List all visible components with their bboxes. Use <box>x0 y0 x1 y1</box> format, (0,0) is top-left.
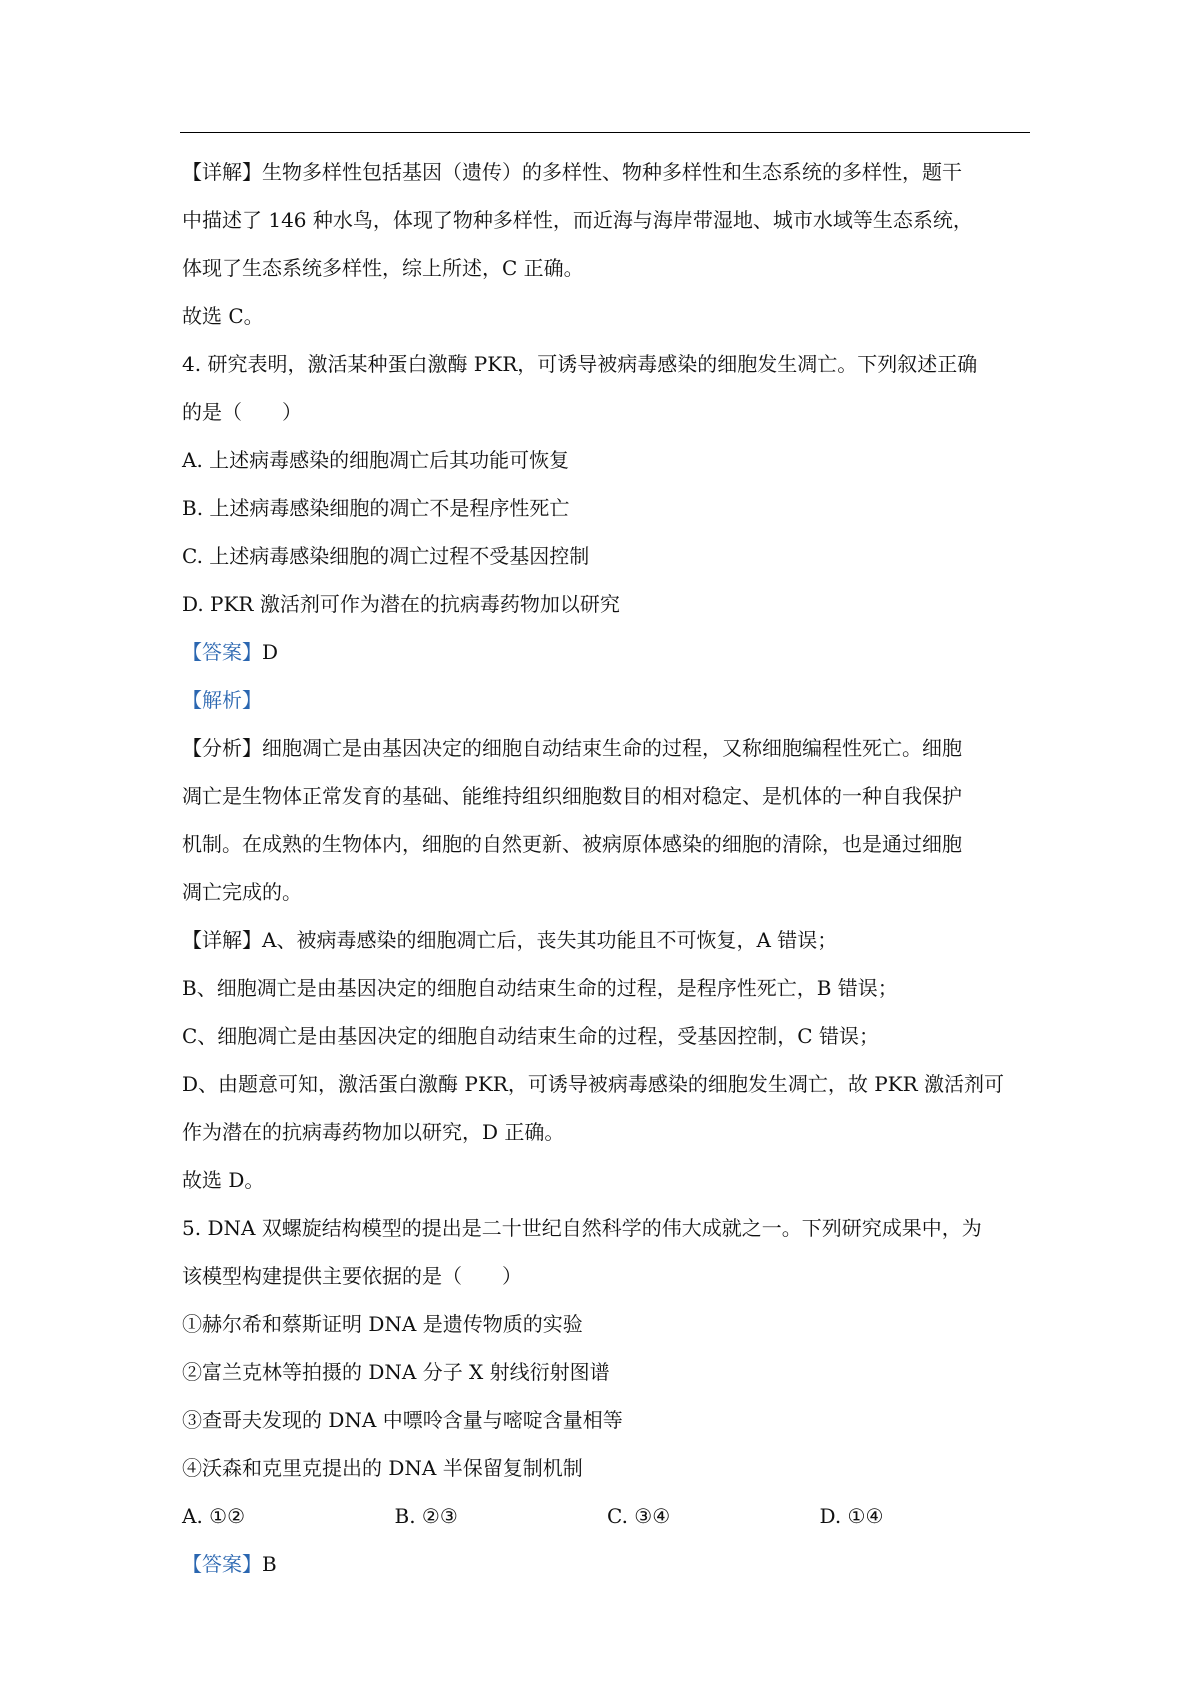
q5-item-1: ①赫尔希和蔡斯证明 DNA 是遗传物质的实验 <box>182 1312 583 1336</box>
q4-option-c: C. 上述病毒感染细胞的凋亡过程不受基因控制 <box>182 544 590 568</box>
q4-detail-a <box>182 916 1032 964</box>
q4-option-a: A. 上述病毒感染的细胞凋亡后其功能可恢复 <box>182 448 570 472</box>
answer-value: D <box>262 640 279 664</box>
detail-tag: 【详解】 <box>182 928 262 952</box>
answer-tag: 【答案】 <box>182 1552 262 1576</box>
q4-option-d: D. PKR 激活剂可作为潜在的抗病毒药物加以研究 <box>182 592 620 616</box>
q4-detail-a-text: A、被病毒感染的细胞凋亡后，丧失其功能且不可恢复，A 错误； <box>262 928 838 952</box>
q5-answer <box>182 1540 1032 1588</box>
detail-tag: 【详解】 <box>182 160 262 184</box>
q4-analysis <box>182 676 1032 724</box>
q4-option-b: B. 上述病毒感染细胞的凋亡不是程序性死亡 <box>182 496 570 520</box>
q5-item-4: ④沃森和克里克提出的 DNA 半保留复制机制 <box>182 1456 583 1480</box>
answer-tag: 【答案】 <box>182 640 262 664</box>
q5-options <box>182 1492 1032 1540</box>
q3-detail-line-1 <box>182 148 1032 196</box>
q4-answer <box>182 628 1032 676</box>
answer-value: B <box>262 1552 277 1576</box>
q3-detail-line-3: 体现了生态系统多样性，综上所述，C 正确。 <box>182 256 584 280</box>
q4-conclusion: 故选 D。 <box>182 1168 265 1192</box>
q4-fenxi-line-3: 机制。在成熟的生物体内，细胞的自然更新、被病原体感染的细胞的清除，也是通过细胞 <box>182 832 962 856</box>
q4-fenxi-line-1 <box>182 724 1032 772</box>
q5-item-2: ②富兰克林等拍摄的 DNA 分子 X 射线衍射图谱 <box>182 1360 610 1384</box>
q4-detail-c: C、细胞凋亡是由基因决定的细胞自动结束生命的过程，受基因控制，C 错误； <box>182 1024 879 1048</box>
q5-option-a: A. ①② <box>182 1504 246 1528</box>
document-body <box>182 148 1032 1588</box>
header-rule <box>180 132 1030 133</box>
q4-detail-d-2: 作为潜在的抗病毒药物加以研究，D 正确。 <box>182 1120 565 1144</box>
q4-fenxi-line-4: 凋亡完成的。 <box>182 880 302 904</box>
q5-stem-line-2: 该模型构建提供主要依据的是（ ） <box>182 1264 522 1288</box>
q4-detail-d-1: D、由题意可知，激活蛋白激酶 PKR，可诱导被病毒感染的细胞发生凋亡，故 PKR 激活剂可 <box>182 1072 1005 1096</box>
analysis-tag: 【解析】 <box>182 688 262 712</box>
q4-detail-b: B、细胞凋亡是由基因决定的细胞自动结束生命的过程，是程序性死亡，B 错误； <box>182 976 898 1000</box>
q4-fenxi-text-1: 细胞凋亡是由基因决定的细胞自动结束生命的过程，又称细胞编程性死亡。细胞 <box>262 736 962 760</box>
q5-option-b: B. ②③ <box>394 1504 458 1528</box>
q4-fenxi-line-2: 凋亡是生物体正常发育的基础、能维持组织细胞数目的相对稳定、是机体的一种自我保护 <box>182 784 962 808</box>
q4-stem-line-1: 4. 研究表明，激活某种蛋白激酶 PKR，可诱导被病毒感染的细胞发生凋亡。下列叙述正确 <box>182 352 978 376</box>
q3-conclusion: 故选 C。 <box>182 304 264 328</box>
q5-stem-line-1: 5. DNA 双螺旋结构模型的提出是二十世纪自然科学的伟大成就之一。下列研究成果中，为 <box>182 1216 982 1240</box>
q5-item-3: ③查哥夫发现的 DNA 中嘌呤含量与嘧啶含量相等 <box>182 1408 623 1432</box>
fenxi-tag: 【分析】 <box>182 736 262 760</box>
q3-detail-text-1: 生物多样性包括基因（遗传）的多样性、物种多样性和生态系统的多样性，题干 <box>262 160 962 184</box>
q5-option-c: C. ③④ <box>607 1504 671 1528</box>
q3-detail-line-2: 中描述了 146 种水鸟，体现了物种多样性，而近海与海岸带湿地、城市水域等生态系统， <box>182 208 973 232</box>
q4-stem-line-2: 的是（ ） <box>182 400 302 424</box>
q5-option-d: D. ①④ <box>819 1504 884 1528</box>
